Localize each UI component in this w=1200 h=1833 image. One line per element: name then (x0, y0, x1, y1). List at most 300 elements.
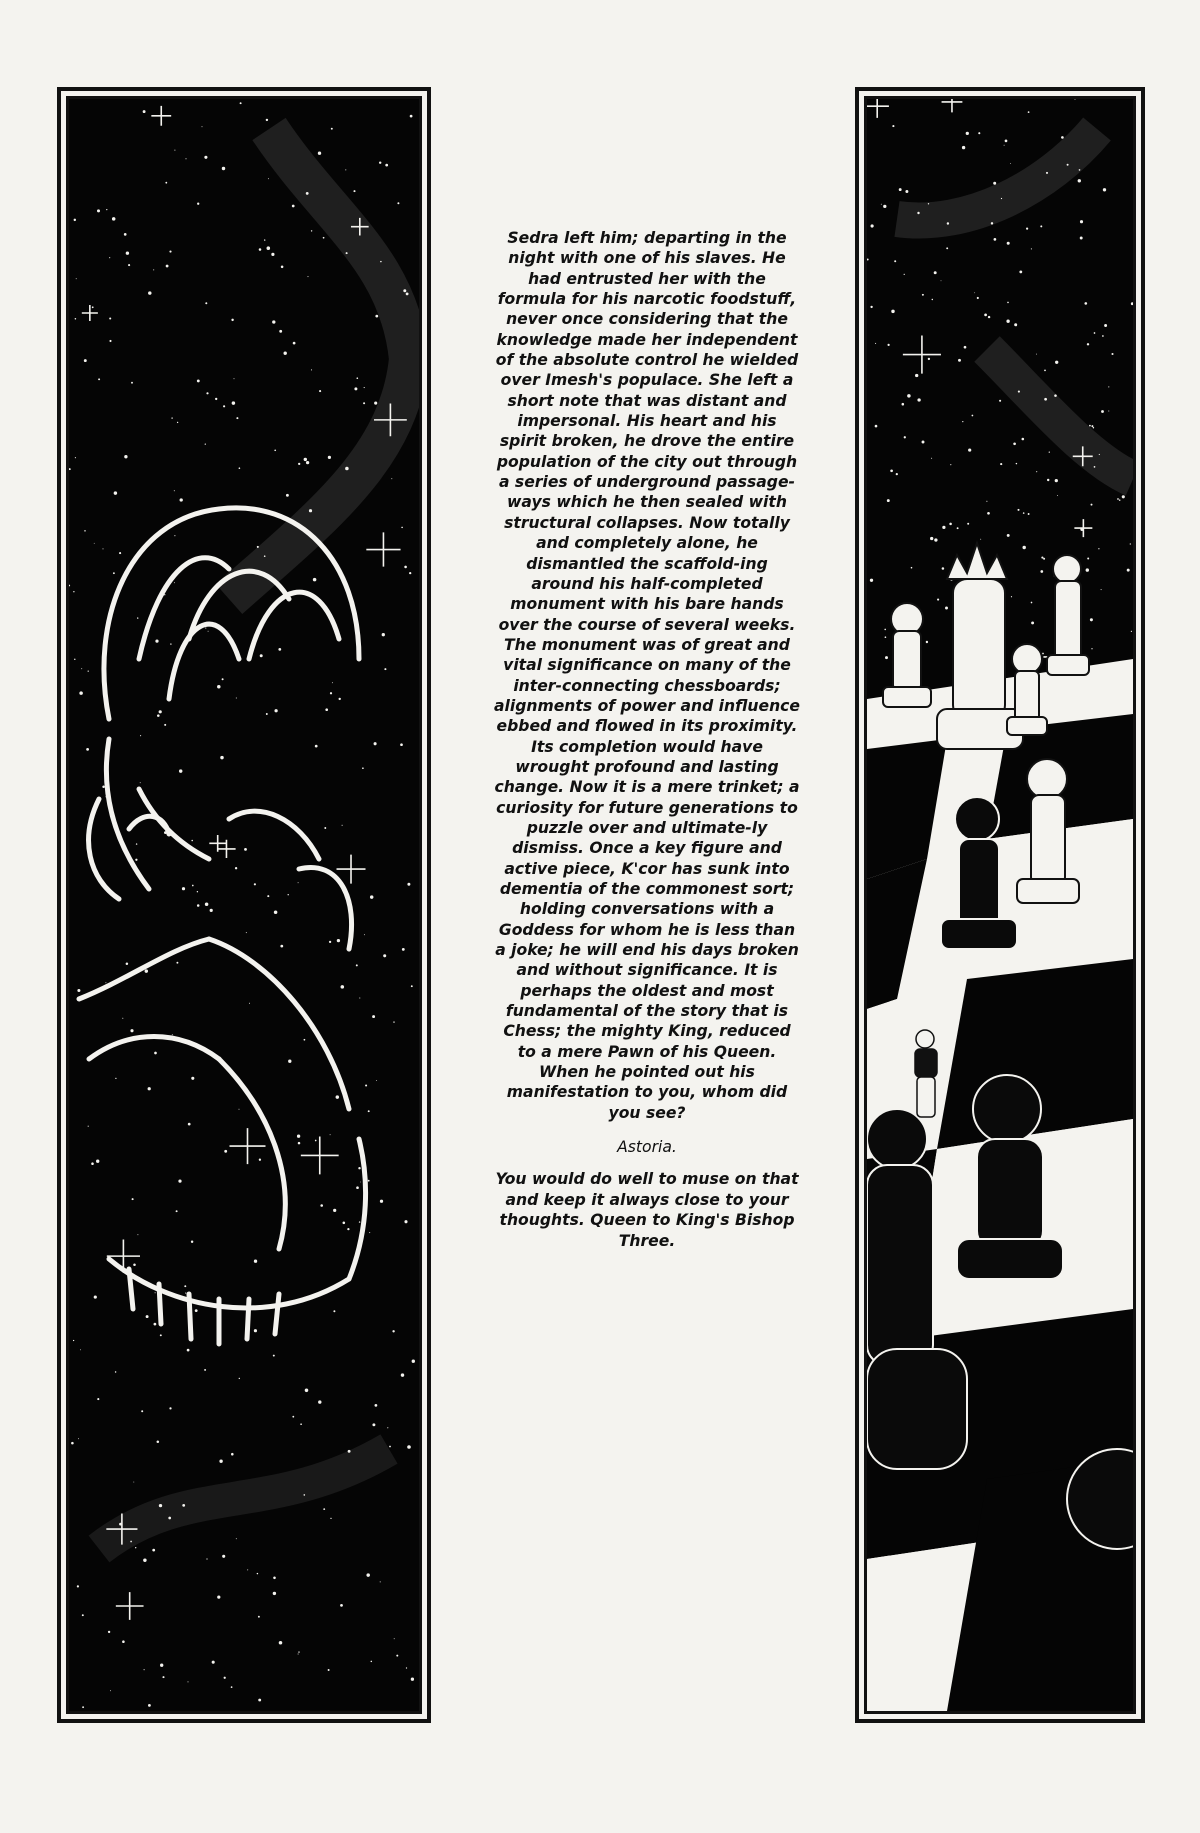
star (1087, 343, 1089, 345)
star (239, 1378, 240, 1379)
star (82, 1614, 84, 1616)
star (206, 1558, 207, 1559)
star (966, 132, 969, 135)
star (185, 158, 186, 159)
star (80, 1349, 81, 1350)
star (96, 1160, 99, 1163)
star (387, 1427, 388, 1428)
star (1091, 425, 1093, 427)
star (397, 202, 399, 204)
star (348, 1450, 351, 1453)
star (962, 421, 963, 422)
star (384, 668, 386, 670)
star (137, 617, 138, 618)
star (165, 182, 167, 184)
star (999, 400, 1001, 402)
star (1086, 568, 1089, 571)
star (246, 932, 247, 933)
star (370, 895, 373, 898)
star (266, 119, 268, 121)
star (75, 318, 77, 320)
star (942, 526, 945, 529)
star (197, 203, 199, 205)
star (905, 190, 908, 193)
star (79, 691, 83, 695)
star (984, 314, 987, 317)
star (328, 456, 331, 459)
star (1111, 353, 1113, 355)
star (932, 299, 933, 300)
star (345, 169, 346, 170)
star (926, 641, 928, 643)
star (249, 1003, 250, 1004)
star (153, 269, 154, 270)
star (164, 594, 165, 595)
star (341, 985, 345, 989)
star (964, 346, 967, 349)
star (354, 387, 357, 390)
star (239, 1109, 240, 1110)
star (169, 251, 171, 253)
star (202, 126, 203, 127)
star (162, 1676, 164, 1678)
star (946, 247, 948, 249)
star (1054, 394, 1057, 397)
star (330, 1134, 331, 1135)
star (315, 1140, 317, 1142)
star (75, 457, 76, 458)
star (222, 167, 225, 170)
star (307, 276, 308, 277)
star (870, 579, 873, 582)
star (309, 509, 312, 512)
star (258, 1699, 261, 1702)
star (217, 685, 220, 688)
star (212, 1661, 215, 1664)
star (353, 190, 355, 192)
star (124, 233, 127, 236)
star (180, 498, 183, 501)
star (195, 1309, 198, 1312)
star (208, 631, 209, 632)
star (380, 1581, 381, 1582)
star (362, 767, 364, 769)
star (102, 786, 105, 789)
star (300, 1423, 302, 1425)
star (298, 882, 299, 883)
star (247, 1569, 248, 1570)
star (934, 538, 937, 541)
star (1031, 621, 1034, 624)
star (1103, 188, 1106, 191)
star (157, 1440, 160, 1443)
star (197, 891, 198, 892)
star (329, 941, 331, 943)
star (130, 1541, 132, 1543)
star (232, 401, 235, 404)
star (187, 1681, 188, 1682)
star (112, 217, 116, 221)
star (267, 895, 269, 897)
star (1042, 653, 1044, 655)
star (140, 735, 141, 736)
star (1055, 479, 1058, 482)
star (411, 985, 413, 987)
star (77, 989, 80, 992)
star (182, 1504, 185, 1507)
star (103, 548, 104, 549)
star (143, 1558, 146, 1561)
star (356, 964, 358, 966)
star (324, 827, 326, 829)
star (336, 1095, 339, 1098)
star (271, 253, 274, 256)
star (1044, 370, 1046, 372)
star (115, 1078, 116, 1079)
star (160, 1334, 162, 1336)
star (931, 458, 932, 459)
star (406, 292, 409, 295)
star (1057, 495, 1058, 496)
star (267, 246, 271, 250)
star (885, 636, 887, 638)
star (92, 306, 94, 308)
star (1098, 548, 1099, 549)
star (986, 501, 987, 502)
star (947, 222, 949, 224)
star (76, 278, 77, 279)
star (345, 467, 349, 471)
star (1122, 495, 1125, 498)
star (1022, 438, 1025, 441)
star (374, 402, 377, 405)
star (1090, 618, 1093, 621)
star (77, 1585, 79, 1587)
star (133, 1264, 136, 1267)
star (1108, 411, 1109, 412)
star (273, 1592, 276, 1595)
star (160, 1664, 163, 1667)
star (400, 743, 403, 746)
star (315, 745, 318, 748)
star (155, 640, 158, 643)
star (135, 1547, 136, 1548)
star (71, 1442, 74, 1445)
star (366, 1573, 369, 1576)
star (169, 1407, 171, 1409)
star (311, 369, 312, 370)
star (368, 1180, 370, 1182)
star (902, 403, 905, 406)
star (174, 150, 175, 151)
star (371, 1661, 373, 1663)
star (333, 1310, 335, 1312)
small-figure-on-board (915, 1030, 937, 1117)
star (184, 1285, 186, 1287)
speaker-label: Astoria. (617, 1138, 677, 1157)
star (274, 449, 276, 451)
narration-text-block (494, 228, 800, 1251)
star (303, 1494, 305, 1496)
star (97, 209, 100, 212)
star (119, 552, 121, 554)
star (236, 417, 238, 419)
star (1104, 324, 1107, 327)
star (330, 1518, 331, 1519)
star (274, 911, 278, 915)
star (1028, 111, 1030, 113)
star (937, 599, 939, 601)
star (404, 1220, 407, 1223)
star (1131, 631, 1132, 632)
star (320, 1204, 323, 1207)
star (1040, 570, 1043, 573)
star (1036, 354, 1037, 355)
star (145, 969, 148, 972)
star (887, 499, 890, 502)
star (993, 182, 996, 185)
star (122, 1640, 125, 1643)
star (144, 1669, 145, 1670)
star (231, 1686, 233, 1688)
star (358, 1167, 360, 1169)
star (217, 1595, 220, 1598)
star (259, 248, 262, 251)
star (254, 883, 256, 885)
star (91, 1162, 94, 1165)
star (264, 239, 265, 240)
star (293, 342, 296, 345)
star (304, 1039, 306, 1041)
narration-closing-paragraph: You would do well to muse on that and keep it always close to your thoughts. Queen to King's Bishop Three. (495, 1170, 799, 1250)
star (254, 1329, 257, 1332)
star (372, 1423, 375, 1426)
star (968, 449, 971, 452)
star (383, 954, 386, 957)
star (210, 909, 213, 912)
star (185, 1293, 186, 1294)
star (172, 1034, 173, 1035)
star (279, 1641, 283, 1645)
star (365, 1084, 367, 1086)
star (298, 463, 300, 465)
star (171, 417, 172, 418)
star (896, 473, 898, 475)
star (1023, 512, 1025, 514)
star (915, 374, 918, 377)
star (105, 982, 106, 983)
star (191, 1077, 194, 1080)
star (1061, 136, 1064, 139)
star (411, 1678, 414, 1681)
star (957, 527, 959, 529)
star (234, 378, 235, 379)
star (342, 825, 343, 826)
star (292, 205, 295, 208)
star (197, 904, 200, 907)
star (1130, 543, 1131, 544)
star (356, 1186, 359, 1189)
star (136, 843, 137, 844)
star (97, 1398, 99, 1400)
star (176, 962, 178, 964)
star (84, 530, 85, 531)
star (204, 156, 207, 159)
star (401, 1373, 404, 1376)
star (222, 678, 224, 680)
star (1127, 569, 1130, 572)
star (1018, 391, 1020, 393)
star (272, 320, 275, 323)
star (978, 132, 980, 134)
star (1007, 534, 1010, 537)
star (928, 203, 929, 204)
star (376, 1080, 377, 1081)
star (114, 491, 117, 494)
star (1047, 479, 1049, 481)
star (254, 1260, 257, 1263)
star (323, 237, 325, 239)
star (126, 252, 129, 255)
star (339, 698, 341, 700)
star (392, 1330, 394, 1332)
star (385, 164, 388, 167)
star (1000, 463, 1002, 465)
star (892, 125, 894, 127)
star (174, 490, 175, 491)
star (1079, 169, 1081, 171)
star (273, 1577, 276, 1580)
star (1091, 504, 1093, 506)
star (279, 330, 282, 333)
star (1011, 596, 1012, 597)
star (82, 1706, 84, 1708)
star (1019, 270, 1022, 273)
star (363, 402, 365, 404)
star (288, 894, 289, 895)
star (1041, 557, 1043, 559)
star (884, 629, 886, 631)
star (1031, 248, 1032, 249)
star (124, 455, 127, 458)
star (154, 1323, 157, 1326)
star (949, 523, 952, 526)
star (412, 1360, 415, 1363)
star (1089, 425, 1091, 427)
star (328, 1669, 330, 1671)
star (1013, 442, 1016, 445)
star (359, 1221, 360, 1222)
star (177, 422, 178, 423)
star (406, 1667, 407, 1668)
star (244, 848, 247, 851)
star (870, 306, 872, 308)
star (231, 319, 233, 321)
star (257, 546, 259, 548)
star (359, 997, 360, 998)
star (894, 260, 896, 262)
star (219, 1460, 222, 1463)
star (1101, 589, 1102, 590)
star (1028, 513, 1030, 515)
star (374, 742, 377, 745)
star (176, 1210, 178, 1212)
star (164, 724, 166, 726)
star (187, 1349, 190, 1352)
star (1117, 498, 1119, 500)
star (942, 567, 945, 570)
star (1067, 164, 1069, 166)
star (941, 280, 942, 281)
star (259, 1159, 261, 1161)
star (1078, 179, 1081, 182)
star (325, 708, 328, 711)
star (264, 555, 266, 557)
star (297, 1135, 300, 1138)
star (122, 1018, 123, 1019)
star (152, 1549, 155, 1552)
star (1049, 451, 1050, 452)
star (1080, 220, 1083, 223)
star (298, 1142, 301, 1145)
star (994, 238, 997, 241)
star (401, 527, 403, 529)
star (391, 478, 392, 479)
star (404, 566, 407, 569)
star (191, 1240, 193, 1242)
star (343, 1222, 346, 1225)
star (340, 1604, 343, 1607)
star (1080, 237, 1083, 240)
star (148, 1087, 151, 1090)
star (1119, 499, 1121, 501)
star (922, 441, 925, 444)
star (958, 359, 961, 362)
star (224, 1150, 227, 1153)
star (298, 1653, 299, 1654)
star (148, 291, 151, 294)
left-illustration-panel (66, 96, 422, 1714)
star (94, 1296, 97, 1299)
star (883, 205, 886, 208)
star (394, 1638, 395, 1639)
star (236, 1538, 237, 1539)
star (304, 458, 307, 461)
star (266, 713, 268, 715)
star (1004, 145, 1005, 146)
star (239, 467, 241, 469)
star (890, 469, 893, 472)
star (1094, 332, 1096, 334)
star (977, 297, 979, 299)
star (274, 709, 277, 712)
star (393, 1021, 394, 1022)
star (368, 1110, 370, 1112)
star (205, 443, 206, 444)
star (78, 1438, 79, 1439)
star (907, 394, 910, 397)
star (305, 1389, 309, 1393)
star (962, 146, 965, 149)
star (288, 1060, 291, 1063)
star (372, 1015, 375, 1018)
star (284, 352, 287, 355)
star (409, 572, 411, 574)
star (146, 1315, 149, 1318)
star (402, 948, 405, 951)
star (364, 387, 365, 388)
star (1093, 427, 1094, 428)
